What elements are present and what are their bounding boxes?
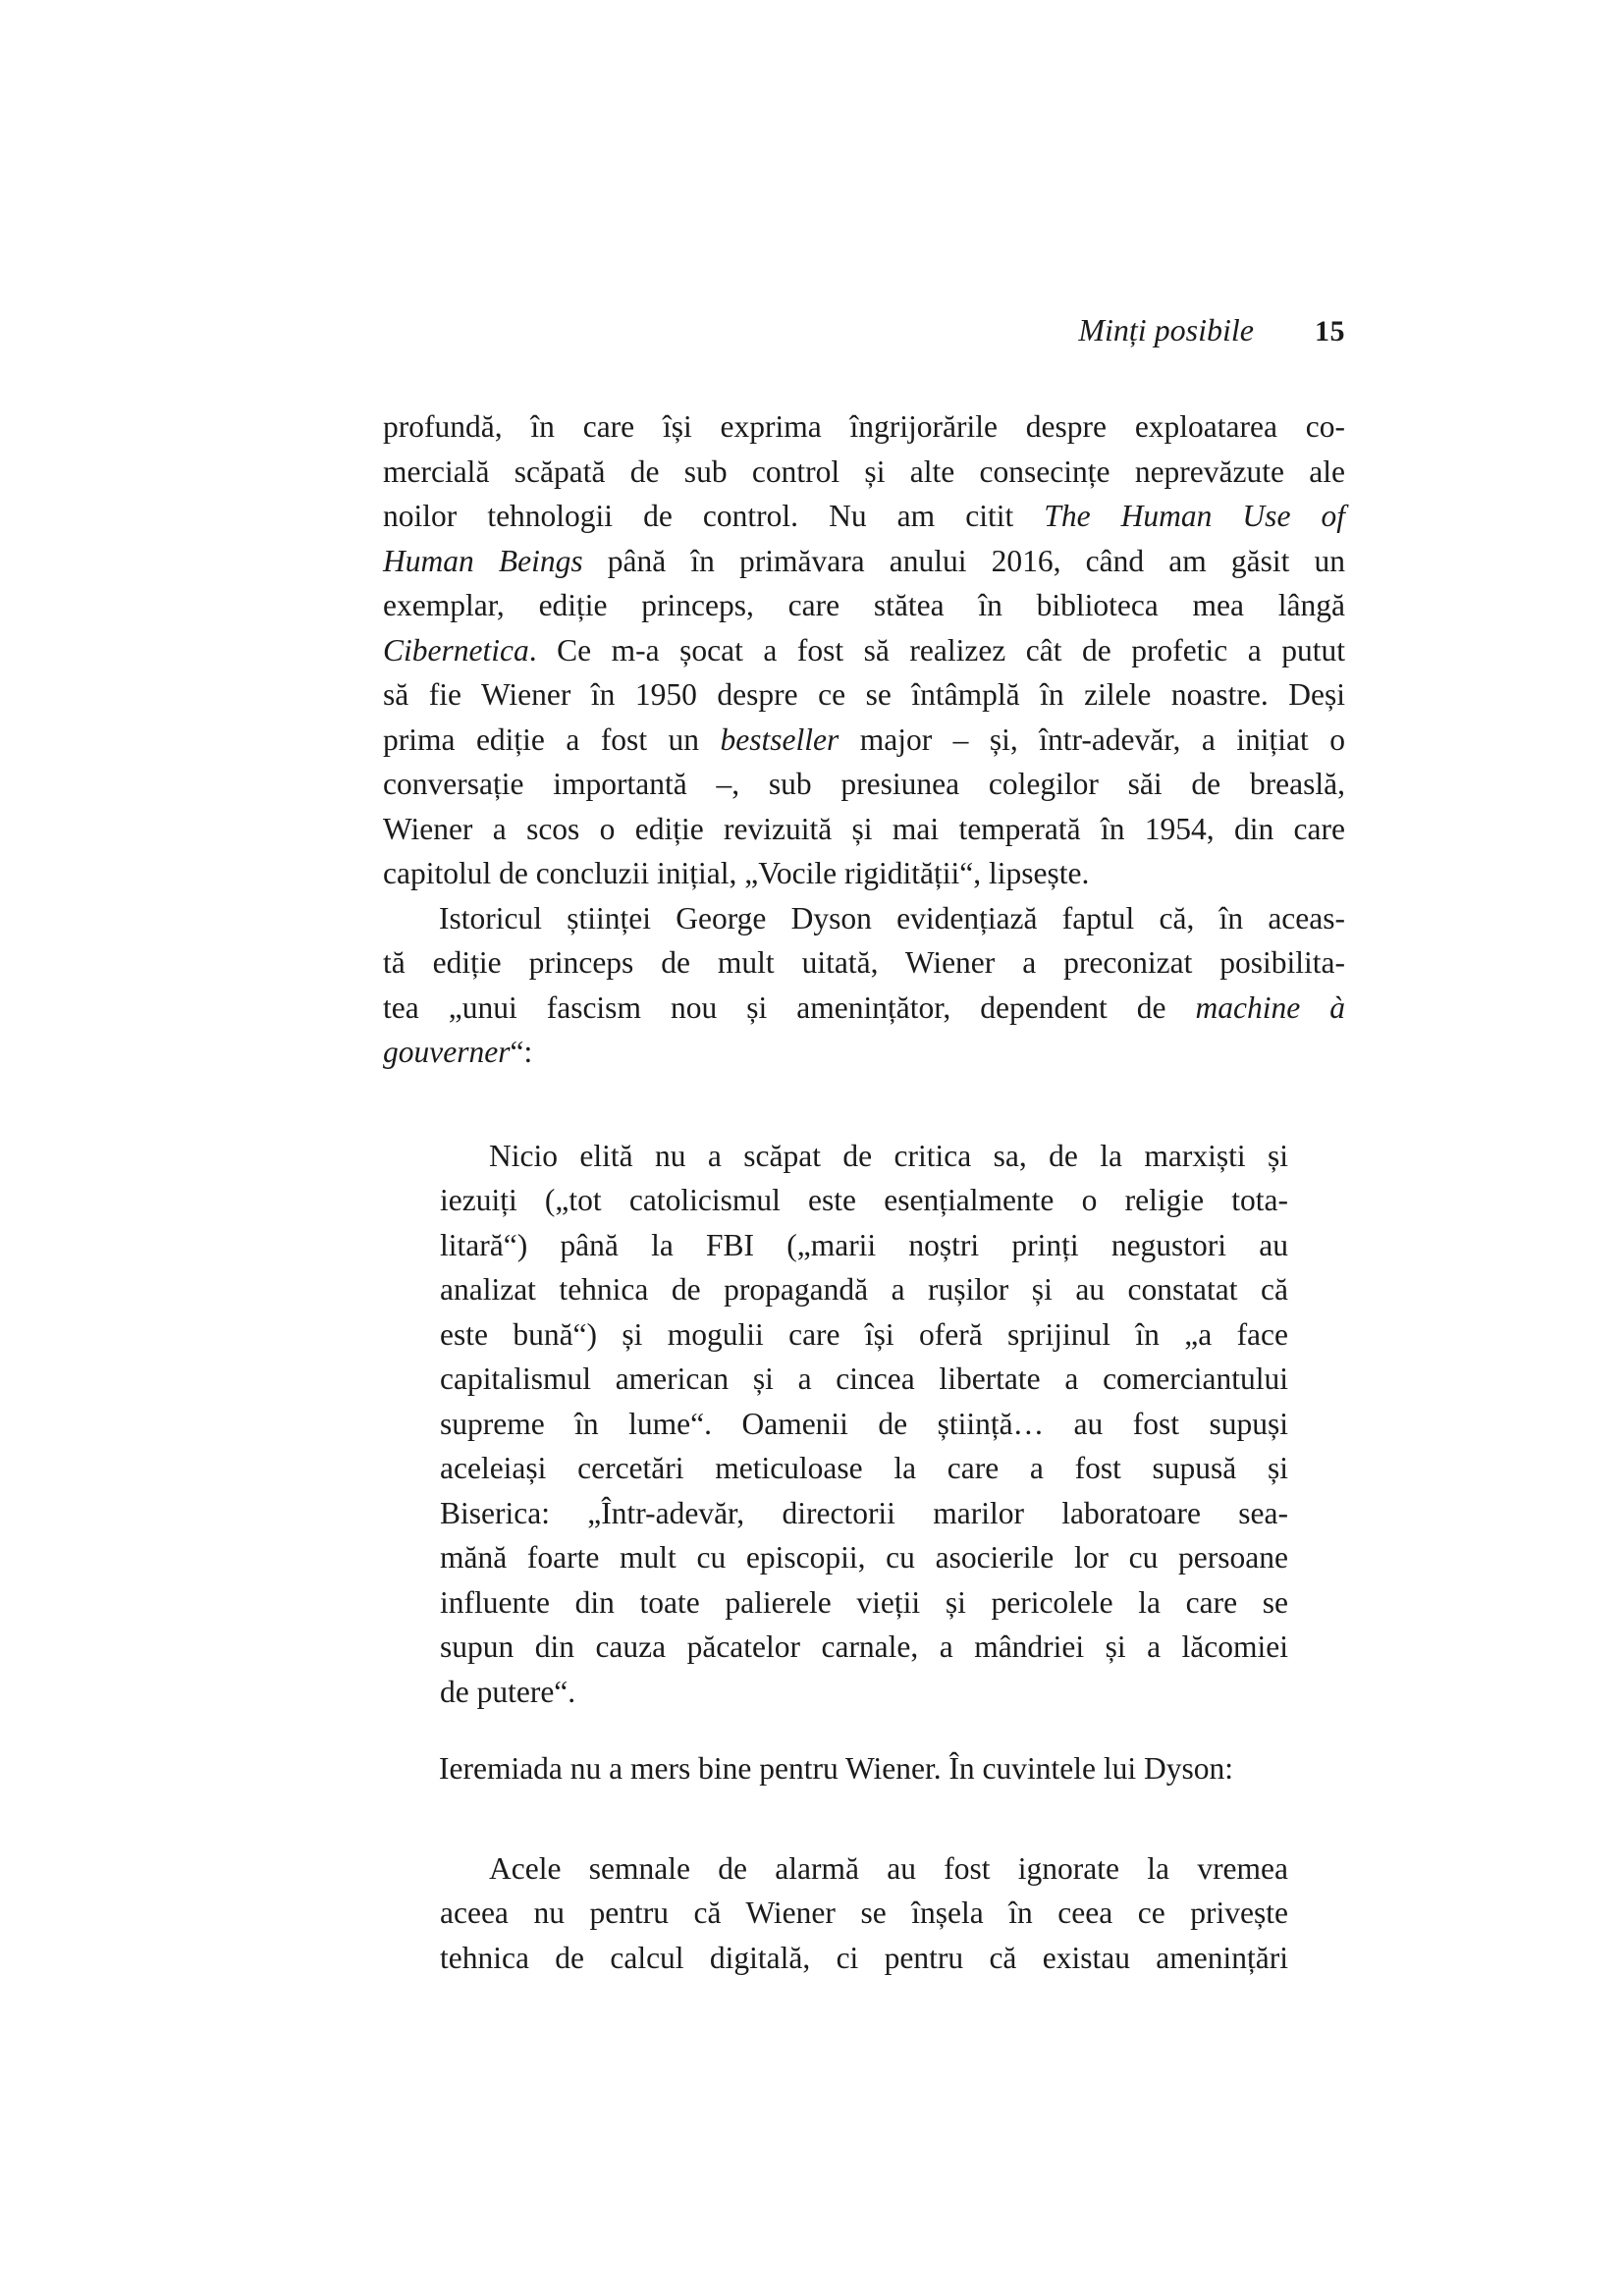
- text-line: [383, 494, 1345, 539]
- page-number: 15: [1315, 315, 1345, 347]
- text-line: [383, 762, 1345, 807]
- text-line: [383, 851, 1345, 896]
- italic-text: The Human Use of: [1044, 499, 1345, 533]
- text-run: tea „unui fascism nou și amenințător, dependent de: [383, 989, 1196, 1025]
- text-line: [383, 1746, 1345, 1791]
- text-line: [440, 1402, 1288, 1447]
- text-line: [383, 896, 1345, 941]
- text-run: de putere“.: [440, 1674, 576, 1709]
- text-line: [383, 672, 1345, 718]
- text-line: [383, 628, 1345, 673]
- text-run: profundă, în care își exprima îngrijorările despre exploatarea co-: [383, 409, 1345, 444]
- text-run: iezuiți („tot catolicismul este esențialmente o religie tota-: [440, 1183, 1288, 1217]
- text-line: [440, 1134, 1288, 1179]
- text-run: conversație importantă –, sub presiunea colegilor săi de breaslă,: [383, 767, 1345, 801]
- text-line: [440, 1312, 1288, 1358]
- text-line: [440, 1846, 1288, 1892]
- text-run: mănă foarte mult cu episcopii, cu asocierile lor cu persoane: [440, 1540, 1288, 1575]
- text-run: supreme în lume“. Oamenii de știință… au fost supuși: [440, 1406, 1288, 1441]
- running-header-title: Minți posibile: [1078, 312, 1254, 347]
- text-line: [383, 986, 1345, 1031]
- running-header: [383, 312, 1345, 349]
- text-run: litară“) până la FBI („marii noștri prinți negustori au: [440, 1227, 1288, 1262]
- text-run: tehnica de calcul digitală, ci pentru că existau amenințări: [440, 1940, 1288, 1975]
- italic-text: machine à: [1195, 989, 1345, 1025]
- text-run: Biserica: „Într-adevăr, directorii marilor laboratoare sea-: [440, 1495, 1288, 1530]
- text-run: . Ce m-a șocat a fost să realizez cât de profetic a putut: [528, 632, 1345, 667]
- text-line: [440, 1446, 1288, 1491]
- text-run: noilor tehnologii de control. Nu am citit: [383, 499, 1045, 533]
- text-run: Wiener a scos o ediție revizuită și mai temperată în 1954, din care: [383, 811, 1345, 846]
- text-line: [383, 718, 1345, 763]
- text-run: Istoricul științei George Dyson evidențiază faptul că, în aceas-: [439, 900, 1345, 935]
- block-quote: [440, 1134, 1288, 1715]
- text-run: Ieremiada nu a mers bine pentru Wiener. În cuvintele lui Dyson:: [439, 1751, 1234, 1786]
- text-line: [383, 940, 1345, 986]
- text-line: [440, 1936, 1288, 1981]
- text-line: [440, 1491, 1288, 1536]
- italic-text: Human Beings: [383, 543, 583, 578]
- italic-text: bestseller: [720, 721, 839, 757]
- text-run: mercială scăpată de sub control și alte consecințe neprevăzute ale: [383, 454, 1345, 489]
- text-line: [440, 1357, 1288, 1402]
- text-run: este bună“) și mogulii care își oferă sprijinul în „a face: [440, 1316, 1288, 1352]
- paragraph: [383, 896, 1345, 1075]
- text-line: [440, 1223, 1288, 1268]
- text-line: [383, 404, 1345, 450]
- text-line: [440, 1891, 1288, 1936]
- text-line: [440, 1178, 1288, 1223]
- italic-text: gouverner: [383, 1035, 511, 1069]
- page-body: [383, 404, 1345, 1980]
- text-run: aceea nu pentru că Wiener se înșela în ceea ce privește: [440, 1896, 1288, 1930]
- text-run: prima ediție a fost un: [383, 721, 721, 757]
- text-run: supun din cauza păcatelor carnale, a mândriei și a lăcomiei: [440, 1629, 1288, 1664]
- text-run: influente din toate palierele vieții și pericolele la care se: [440, 1584, 1288, 1620]
- block-quote: [440, 1846, 1288, 1981]
- italic-text: Cibernetica: [383, 632, 529, 667]
- text-run: capitolul de concluzii inițial, „Vocile rigidității“, lipsește.: [383, 856, 1090, 890]
- text-run: capitalismul american și a cincea libertate a comerciantului: [440, 1362, 1288, 1396]
- text-line: [383, 807, 1345, 852]
- text-line: [383, 539, 1345, 584]
- text-run: exemplar, ediție princeps, care stătea în biblioteca mea lângă: [383, 588, 1345, 622]
- text-run: Nicio elită nu a scăpat de critica sa, de la marxiști și: [489, 1138, 1288, 1173]
- text-line: [383, 1030, 1345, 1075]
- text-run: “:: [510, 1035, 533, 1069]
- text-line: [440, 1580, 1288, 1626]
- text-line: [440, 1670, 1288, 1715]
- text-line: [383, 450, 1345, 495]
- text-run: analizat tehnica de propagandă a rușilor și au constatat că: [440, 1272, 1288, 1307]
- text-run: tă ediție princeps de mult uitată, Wiener a preconizat posibilita-: [383, 945, 1345, 980]
- text-run: aceleiași cercetări meticuloase la care a fost supusă și: [440, 1451, 1288, 1485]
- text-run: până în primăvara anului 2016, când am găsit un: [582, 543, 1345, 578]
- text-line: [440, 1535, 1288, 1580]
- text-line: [440, 1625, 1288, 1670]
- text-line: [440, 1267, 1288, 1312]
- paragraph: [383, 1746, 1345, 1791]
- text-line: [383, 583, 1345, 628]
- paragraph: [383, 404, 1345, 896]
- text-run: Acele semnale de alarmă au fost ignorate la vremea: [489, 1850, 1288, 1886]
- text-run: major – și, într-adevăr, a inițiat o: [839, 721, 1345, 757]
- text-run: să fie Wiener în 1950 despre ce se întâmplă în zilele noastre. Deși: [383, 677, 1345, 712]
